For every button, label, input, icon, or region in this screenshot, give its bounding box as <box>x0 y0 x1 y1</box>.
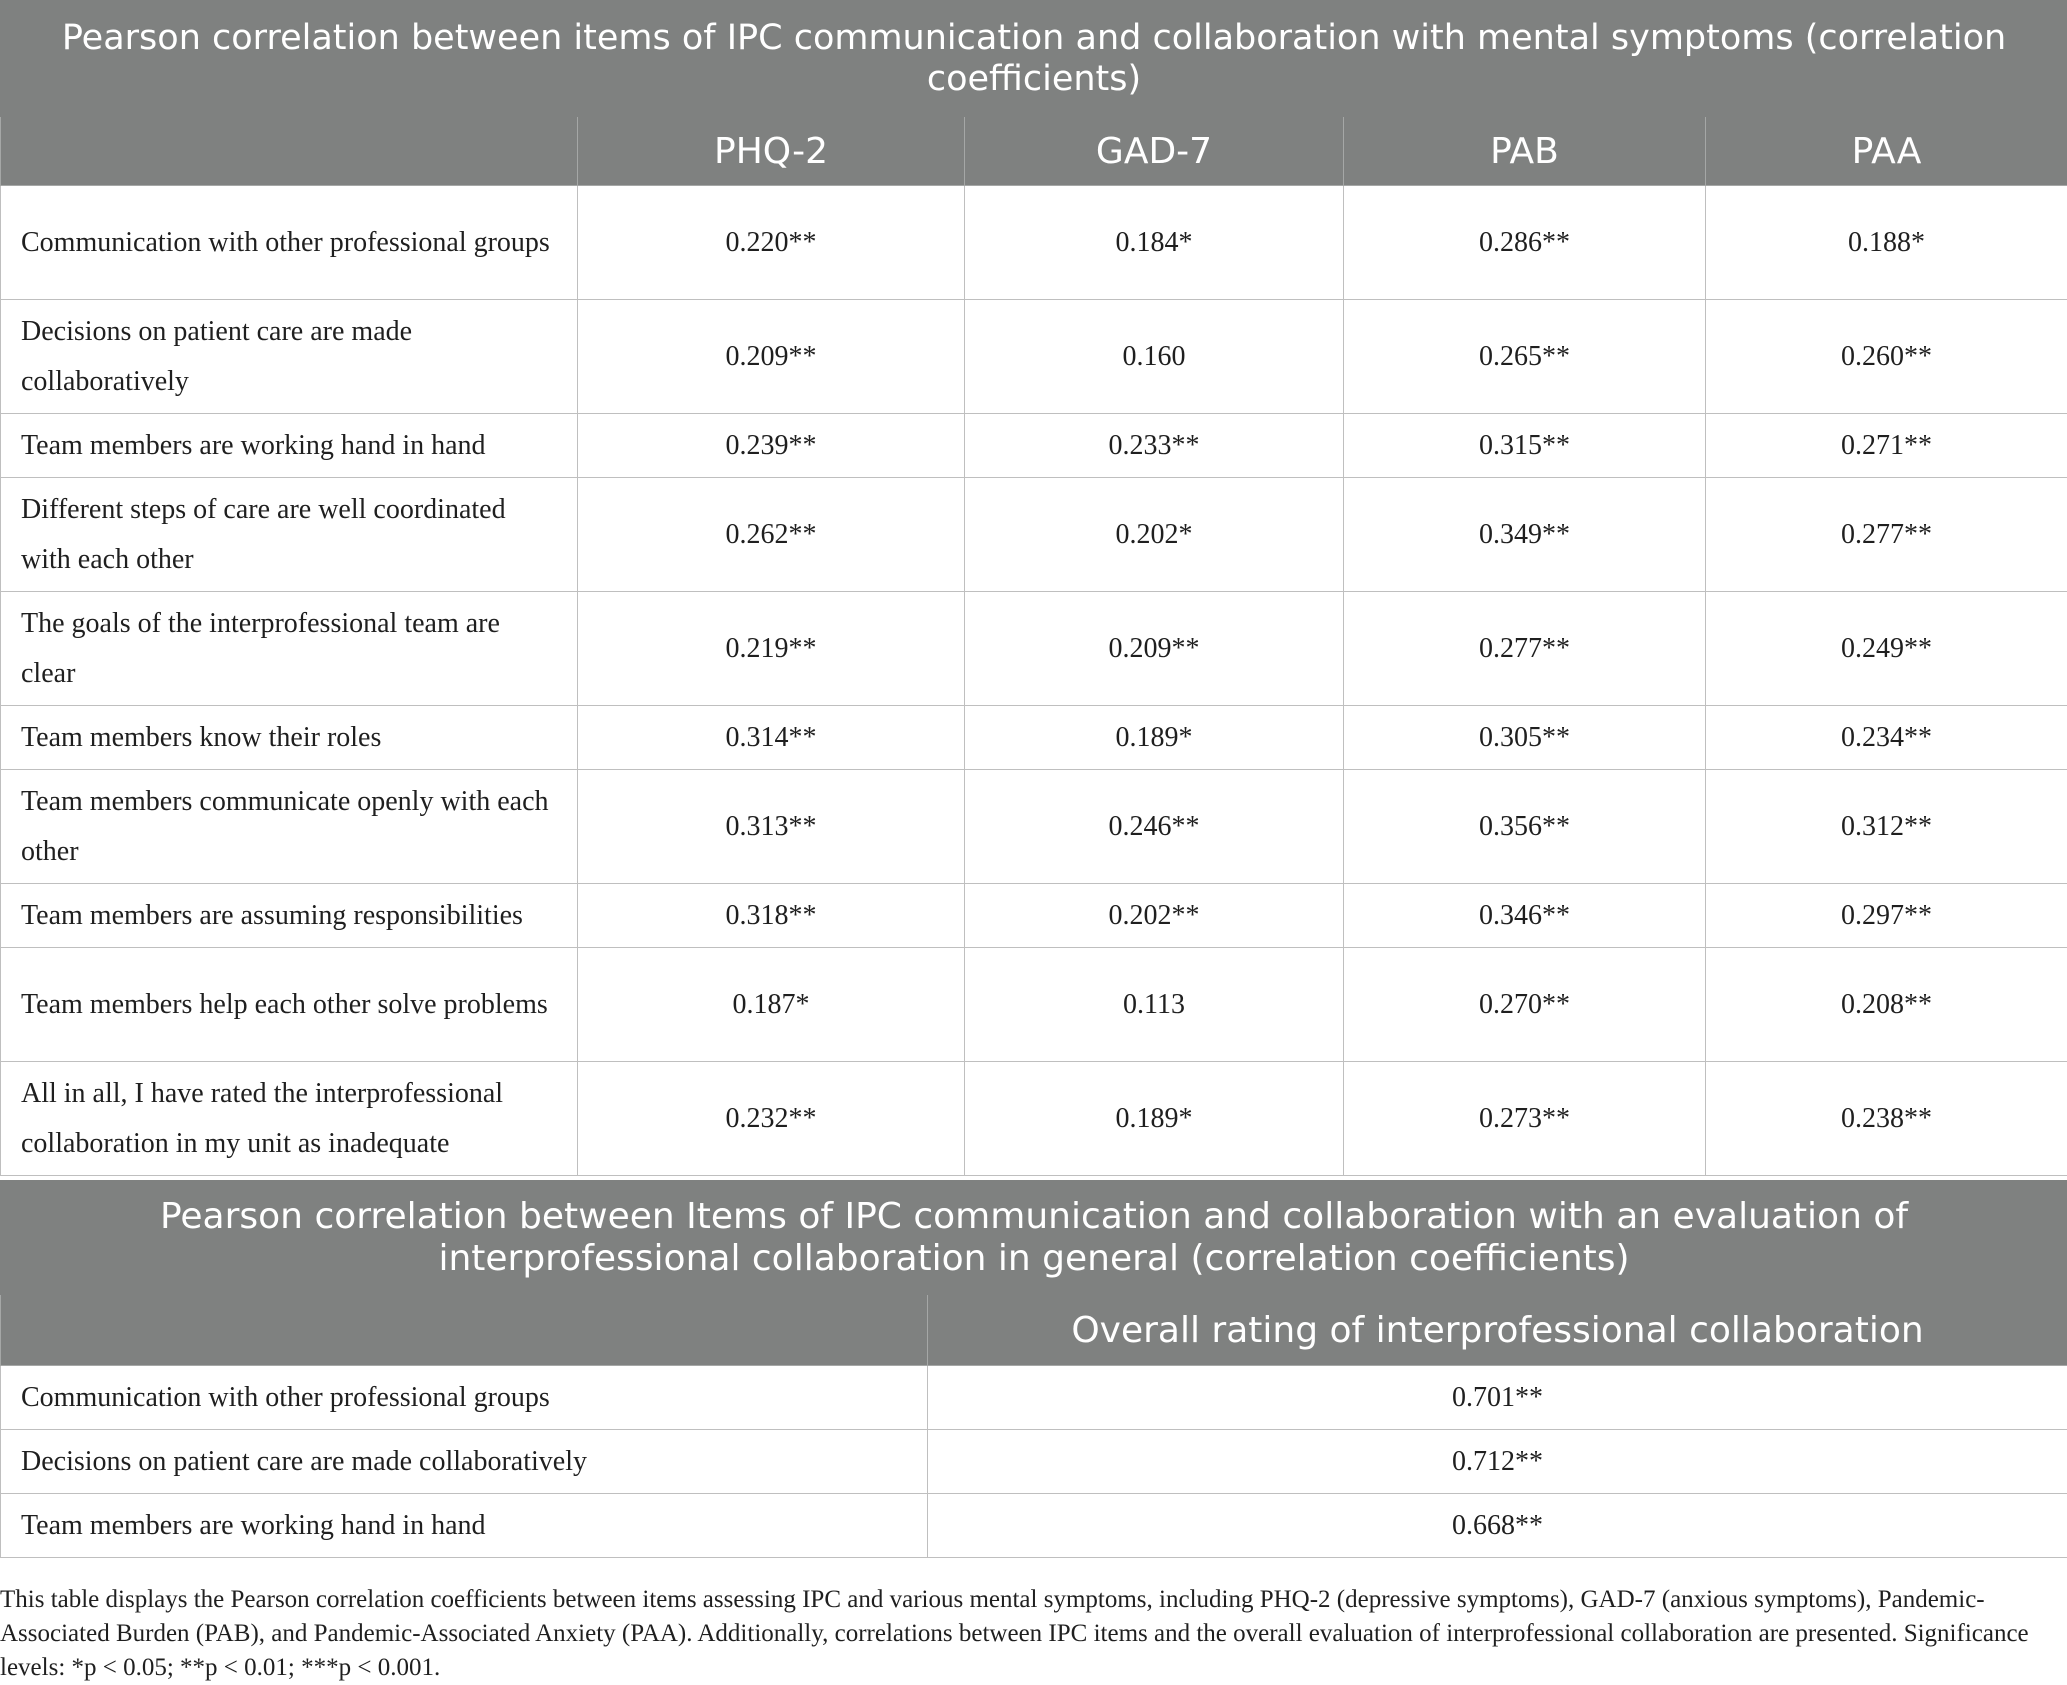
cell-value: 0.189* <box>965 706 1344 770</box>
table-row <box>1 1366 2067 1430</box>
cell-value: 0.262** <box>578 478 965 592</box>
cell-value: 0.314** <box>578 706 965 770</box>
cell-value: 0.202** <box>965 884 1344 948</box>
table-row <box>1 706 2067 770</box>
cell-value: 0.277** <box>1706 478 2067 592</box>
cell-value: 0.277** <box>1344 592 1706 706</box>
cell-value: 0.246** <box>965 770 1344 884</box>
table-row <box>1 300 2067 414</box>
cell-value: 0.239** <box>578 414 965 478</box>
table-row <box>1 948 2067 1062</box>
row-label: Team members communicate openly with each other <box>1 770 578 884</box>
cell-value: 0.184* <box>965 186 1344 300</box>
table-row <box>1 478 2067 592</box>
cell-value: 0.273** <box>1344 1062 1706 1176</box>
row-label: Communication with other professional groups <box>1 1366 928 1430</box>
cell-value: 0.220** <box>578 186 965 300</box>
table-row <box>1 1430 2067 1494</box>
column-header-pab: PAB <box>1344 117 1706 186</box>
cell-value: 0.349** <box>1344 478 1706 592</box>
table1-corner-header <box>1 117 578 186</box>
cell-value: 0.232** <box>578 1062 965 1176</box>
row-label: Team members are working hand in hand <box>1 414 578 478</box>
cell-value: 0.233** <box>965 414 1344 478</box>
cell-value: 0.209** <box>578 300 965 414</box>
cell-value: 0.238** <box>1706 1062 2067 1176</box>
row-label: Different steps of care are well coordinated with each other <box>1 478 578 592</box>
cell-value: 0.271** <box>1706 414 2067 478</box>
cell-value: 0.346** <box>1344 884 1706 948</box>
cell-value: 0.187* <box>578 948 965 1062</box>
table1-title: Pearson correlation between items of IPC communication and collaboration with mental symptoms (correlation coefficients) <box>1 1 2067 117</box>
cell-value: 0.260** <box>1706 300 2067 414</box>
cell-value: 0.265** <box>1344 300 1706 414</box>
table-row <box>1 592 2067 706</box>
row-label: Decisions on patient care are made collaboratively <box>1 1430 928 1494</box>
cell-value: 0.286** <box>1344 186 1706 300</box>
cell-value: 0.219** <box>578 592 965 706</box>
table2-corner-header <box>1 1295 928 1366</box>
row-label: All in all, I have rated the interprofessional collaboration in my unit as inadequate <box>1 1062 578 1176</box>
row-label: The goals of the interprofessional team are clear <box>1 592 578 706</box>
row-label: Team members are assuming responsibilities <box>1 884 578 948</box>
cell-value: 0.313** <box>578 770 965 884</box>
column-header-phq2: PHQ-2 <box>578 117 965 186</box>
cell-value: 0.208** <box>1706 948 2067 1062</box>
table-row <box>1 770 2067 884</box>
cell-value: 0.668** <box>928 1494 2067 1558</box>
cell-value: 0.712** <box>928 1430 2067 1494</box>
cell-value: 0.189* <box>965 1062 1344 1176</box>
column-header-paa: PAA <box>1706 117 2067 186</box>
table-row <box>1 186 2067 300</box>
cell-value: 0.297** <box>1706 884 2067 948</box>
cell-value: 0.701** <box>928 1366 2067 1430</box>
cell-value: 0.315** <box>1344 414 1706 478</box>
cell-value: 0.160 <box>965 300 1344 414</box>
cell-value: 0.188* <box>1706 186 2067 300</box>
table-row <box>1 1062 2067 1176</box>
cell-value: 0.234** <box>1706 706 2067 770</box>
cell-value: 0.270** <box>1344 948 1706 1062</box>
row-label: Team members know their roles <box>1 706 578 770</box>
cell-value: 0.249** <box>1706 592 2067 706</box>
row-label: Decisions on patient care are made collaboratively <box>1 300 578 414</box>
row-label: Communication with other professional groups <box>1 186 578 300</box>
row-label: Team members are working hand in hand <box>1 1494 928 1558</box>
table-row <box>1 1494 2067 1558</box>
cell-value: 0.202* <box>965 478 1344 592</box>
cell-value: 0.312** <box>1706 770 2067 884</box>
table-row <box>1 884 2067 948</box>
column-header-overall-rating: Overall rating of interprofessional collaboration <box>928 1295 2067 1366</box>
cell-value: 0.318** <box>578 884 965 948</box>
cell-value: 0.209** <box>965 592 1344 706</box>
table-footnote: This table displays the Pearson correlation coefficients between items assessing IPC and various mental symptoms, including PHQ-2 (depressive symptoms), GAD-7 (anxious symptoms), Pandemic-Associated Burden (PAB), and Pandemic-Associated Anxiety (PAA). Additionally, correlations between IPC items and the overall evaluation of interprofessional collaboration are presented. Significance levels: *p < 0.05; **p < 0.01; ***p < 0.001. <box>0 1583 2050 1685</box>
column-header-gad7: GAD-7 <box>965 117 1344 186</box>
cell-value: 0.113 <box>965 948 1344 1062</box>
cell-value: 0.305** <box>1344 706 1706 770</box>
overall-rating-correlation-table <box>0 1180 2067 1558</box>
row-label: Team members help each other solve problems <box>1 948 578 1062</box>
cell-value: 0.356** <box>1344 770 1706 884</box>
table2-title: Pearson correlation between Items of IPC communication and collaboration with an evaluation of interprofessional collaboration in general (correlation coefficients) <box>1 1181 2067 1295</box>
table-row <box>1 414 2067 478</box>
